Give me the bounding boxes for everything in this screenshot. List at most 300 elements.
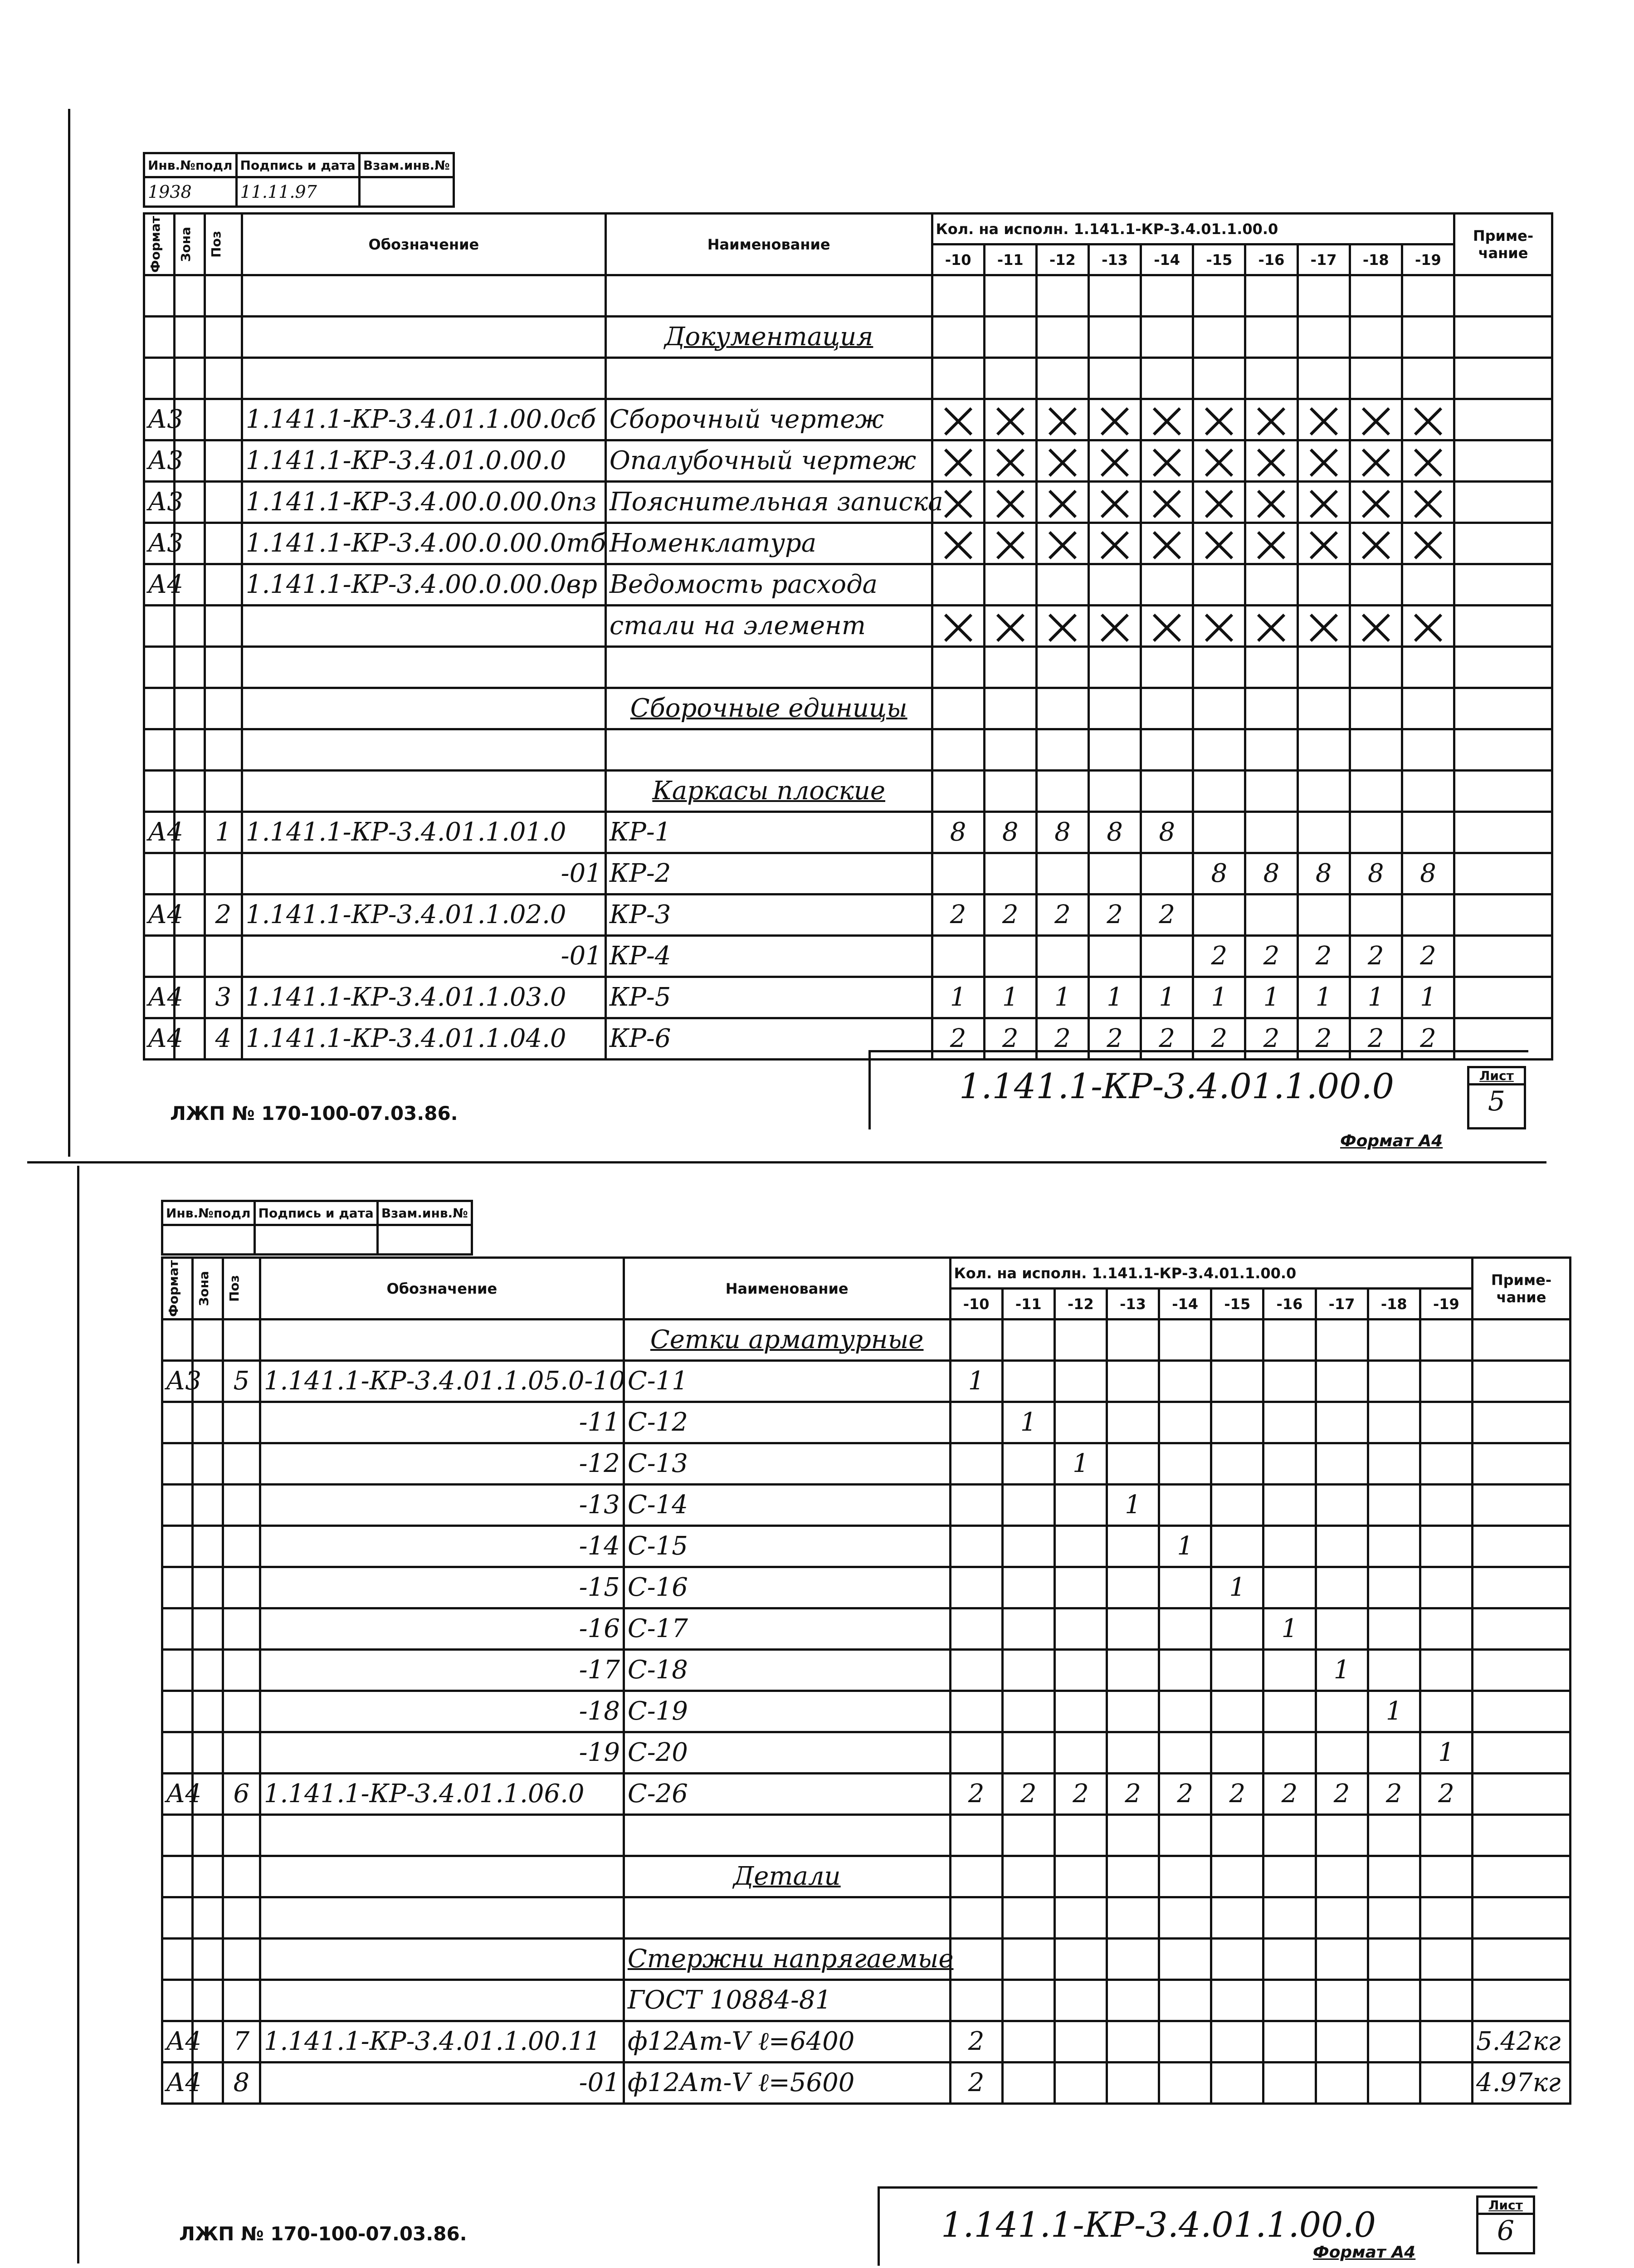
zone-cell	[174, 853, 205, 894]
header-variant: -19	[1402, 244, 1454, 275]
qty-cell	[1368, 1402, 1420, 1443]
qty-cell	[932, 771, 984, 812]
qty-cell	[932, 647, 984, 688]
pos-cell	[205, 688, 242, 729]
qty-cell	[1211, 1485, 1263, 1526]
table-row	[144, 894, 1552, 936]
pos-cell	[223, 1856, 260, 1897]
qty-cell	[1141, 482, 1193, 523]
format-cell	[144, 688, 175, 729]
zone-cell	[174, 275, 205, 317]
qty-cell	[1193, 894, 1245, 936]
format-cell: А4	[144, 564, 175, 606]
table-row	[144, 564, 1552, 606]
note-cell	[1472, 1526, 1570, 1567]
qty-cell	[1402, 812, 1454, 853]
qty-cell	[1402, 440, 1454, 482]
pos-cell	[223, 1608, 260, 1650]
qty-cell	[1350, 606, 1402, 647]
note-cell	[1472, 1361, 1570, 1402]
qty-cell	[1368, 1526, 1420, 1567]
qty-cell	[1159, 1402, 1211, 1443]
note-cell	[1454, 482, 1552, 523]
spec-table-2	[161, 1256, 1571, 2105]
qty-cell: 1	[1368, 1691, 1420, 1732]
qty-cell	[1088, 606, 1141, 647]
qty-cell	[1141, 936, 1193, 977]
qty-cell	[1107, 1897, 1159, 1939]
table-row	[144, 812, 1552, 853]
inset-value-replace	[377, 1225, 472, 1255]
sheet-1	[68, 109, 1544, 1157]
section-heading	[605, 771, 932, 812]
qty-cell	[1107, 2063, 1159, 2104]
header-note: Приме-чание	[1454, 214, 1552, 275]
table-row	[144, 358, 1552, 399]
cross-mark-icon	[1412, 529, 1444, 562]
format-cell	[144, 936, 175, 977]
qty-cell	[1159, 1650, 1211, 1691]
qty-cell	[1193, 482, 1245, 523]
designation-cell: -17	[260, 1650, 624, 1691]
section-heading-text: Каркасы плоские	[652, 776, 885, 806]
designation-cell	[242, 729, 605, 771]
qty-cell	[1002, 1897, 1054, 1939]
qty-cell	[1159, 1980, 1211, 2021]
qty-cell	[1263, 1980, 1316, 2021]
qty-cell	[1420, 1856, 1472, 1897]
cross-mark-icon	[1151, 405, 1183, 438]
pos-cell	[223, 1320, 260, 1361]
qty-cell	[1036, 771, 1088, 812]
qty-cell	[1297, 647, 1350, 688]
document-code: 1.141.1-КР-3.4.01.1.00.0	[959, 1066, 1395, 1106]
qty-cell	[1054, 1526, 1107, 1567]
qty-cell: 2	[1159, 1774, 1211, 1815]
designation-cell: -16	[260, 1608, 624, 1650]
cross-mark-icon	[1255, 488, 1288, 520]
qty-cell	[1088, 275, 1141, 317]
qty-cell	[1036, 647, 1088, 688]
inset-value-replace	[359, 177, 454, 207]
cross-mark-icon	[942, 405, 975, 438]
format-cell: А3	[144, 482, 175, 523]
qty-cell	[1088, 771, 1141, 812]
qty-cell	[1350, 771, 1402, 812]
qty-cell	[1054, 1691, 1107, 1732]
qty-cell	[1420, 2021, 1472, 2063]
qty-cell	[1088, 729, 1141, 771]
cross-mark-icon	[1255, 529, 1288, 562]
qty-cell	[1297, 606, 1350, 647]
qty-cell	[1088, 440, 1141, 482]
qty-cell	[1350, 523, 1402, 564]
pos-cell	[223, 1732, 260, 1774]
designation-cell: 1.141.1-КР-3.4.00.0.00.0тб	[242, 523, 605, 564]
name-cell: С-18	[624, 1650, 950, 1691]
pos-cell	[205, 647, 242, 688]
qty-cell	[950, 1650, 1002, 1691]
qty-cell: 1	[984, 977, 1036, 1018]
qty-cell	[1054, 1980, 1107, 2021]
qty-cell: 2	[1263, 1774, 1316, 1815]
qty-cell	[1263, 1526, 1316, 1567]
table-row	[162, 1608, 1571, 1650]
qty-cell	[984, 729, 1036, 771]
table-row	[162, 1856, 1571, 1897]
qty-cell	[1297, 812, 1350, 853]
qty-cell	[1368, 1856, 1420, 1897]
qty-cell: 1	[1002, 1402, 1054, 1443]
qty-cell	[1402, 647, 1454, 688]
note-cell	[1454, 812, 1552, 853]
cross-mark-icon	[1360, 405, 1392, 438]
qty-cell	[1002, 1815, 1054, 1856]
qty-cell	[1316, 1526, 1368, 1567]
qty-cell	[1159, 1939, 1211, 1980]
cross-mark-icon	[1098, 446, 1131, 479]
qty-cell: 2	[932, 1018, 984, 1060]
qty-cell: 8	[984, 812, 1036, 853]
inset-value-inv	[162, 1225, 255, 1255]
qty-cell	[1350, 275, 1402, 317]
qty-cell	[1002, 2021, 1054, 2063]
inset-stamp	[143, 152, 455, 208]
cross-mark-icon	[1307, 446, 1340, 479]
qty-cell	[1368, 1897, 1420, 1939]
qty-cell	[950, 1939, 1002, 1980]
table-row	[144, 317, 1552, 358]
cross-mark-icon	[1203, 488, 1235, 520]
qty-cell	[1402, 523, 1454, 564]
header-pos: Поз	[223, 1258, 260, 1320]
qty-cell	[1036, 936, 1088, 977]
qty-cell	[1211, 1980, 1263, 2021]
qty-cell	[932, 688, 984, 729]
header-format: Формат	[144, 214, 175, 275]
zone-cell	[192, 1856, 223, 1897]
qty-cell	[1211, 1361, 1263, 1402]
designation-cell: 1.141.1-КР-3.4.00.0.00.0вр	[242, 564, 605, 606]
qty-cell	[1316, 1732, 1368, 1774]
qty-cell: 1	[1420, 1732, 1472, 1774]
header-designation: Обозначение	[260, 1258, 624, 1320]
zone-cell	[192, 1691, 223, 1732]
qty-cell	[1088, 482, 1141, 523]
qty-cell	[1088, 399, 1141, 440]
note-cell	[1472, 1691, 1570, 1732]
qty-cell	[1054, 1939, 1107, 1980]
table-row	[162, 2063, 1571, 2104]
qty-cell	[1141, 358, 1193, 399]
format-cell	[162, 1980, 193, 2021]
qty-cell	[1141, 317, 1193, 358]
qty-cell: 2	[1193, 1018, 1245, 1060]
pos-cell	[223, 1526, 260, 1567]
qty-cell	[950, 1856, 1002, 1897]
zone-cell	[192, 1650, 223, 1691]
header-designation: Обозначение	[242, 214, 605, 275]
format-cell	[144, 771, 175, 812]
qty-cell	[1402, 894, 1454, 936]
qty-cell	[1263, 1443, 1316, 1485]
table-row	[144, 482, 1552, 523]
table-row	[162, 1402, 1571, 1443]
header-zone: Зона	[192, 1258, 223, 1320]
pos-cell: 7	[223, 2021, 260, 2063]
name-cell: ф12Ат-V ℓ=5600	[624, 2063, 950, 2104]
qty-cell	[1263, 1650, 1316, 1691]
header-variant: -17	[1316, 1289, 1368, 1320]
format-cell	[162, 1897, 193, 1939]
qty-cell	[1263, 1815, 1316, 1856]
qty-cell	[984, 317, 1036, 358]
qty-cell	[1193, 812, 1245, 853]
format-cell	[162, 1567, 193, 1608]
header-variant: -13	[1107, 1289, 1159, 1320]
qty-cell	[1141, 606, 1193, 647]
section-heading-text: Документация	[664, 322, 873, 352]
name-cell: Опалубочный чертеж	[605, 440, 932, 482]
qty-cell	[984, 523, 1036, 564]
qty-cell	[1193, 564, 1245, 606]
name-cell	[605, 647, 932, 688]
pos-cell	[223, 1980, 260, 2021]
sheet-label: Лист	[1478, 2198, 1533, 2215]
qty-cell: 2	[950, 2021, 1002, 2063]
qty-cell	[1211, 1897, 1263, 1939]
qty-cell	[1211, 1815, 1263, 1856]
qty-cell	[950, 1897, 1002, 1939]
pos-cell	[205, 275, 242, 317]
designation-cell: -18	[260, 1691, 624, 1732]
format-cell	[144, 317, 175, 358]
qty-cell: 2	[1107, 1774, 1159, 1815]
qty-cell: 2	[1402, 936, 1454, 977]
qty-cell: 1	[1263, 1608, 1316, 1650]
note-cell	[1454, 523, 1552, 564]
qty-cell	[1141, 564, 1193, 606]
qty-cell: 2	[950, 1774, 1002, 1815]
cross-mark-icon	[994, 529, 1027, 562]
qty-cell	[1350, 894, 1402, 936]
qty-cell	[1159, 1732, 1211, 1774]
qty-cell	[1141, 647, 1193, 688]
qty-cell: 2	[1088, 1018, 1141, 1060]
qty-cell	[1036, 399, 1088, 440]
zone-cell	[192, 1897, 223, 1939]
qty-cell	[932, 399, 984, 440]
zone-cell	[174, 771, 205, 812]
qty-cell: 2	[1036, 894, 1088, 936]
qty-cell: 2	[1350, 1018, 1402, 1060]
qty-cell	[1350, 317, 1402, 358]
qty-cell	[1159, 1691, 1211, 1732]
qty-cell: 2	[1088, 894, 1141, 936]
cross-mark-icon	[1307, 611, 1340, 644]
qty-cell	[1263, 2063, 1316, 2104]
qty-cell	[1368, 1320, 1420, 1361]
name-cell: КР-2	[605, 853, 932, 894]
qty-cell	[1368, 1939, 1420, 1980]
name-cell: С-12	[624, 1402, 950, 1443]
qty-cell	[1211, 1443, 1263, 1485]
table-row	[144, 977, 1552, 1018]
qty-cell	[1211, 2063, 1263, 2104]
qty-cell	[1368, 1567, 1420, 1608]
qty-cell	[1054, 1485, 1107, 1526]
qty-cell	[1245, 771, 1297, 812]
qty-cell	[1036, 688, 1088, 729]
qty-cell	[1350, 647, 1402, 688]
qty-cell: 1	[1245, 977, 1297, 1018]
qty-cell	[1368, 1485, 1420, 1526]
cross-mark-icon	[1151, 446, 1183, 479]
qty-cell	[1316, 1608, 1368, 1650]
qty-cell	[1002, 1939, 1054, 1980]
spec-table-1	[143, 212, 1553, 1061]
pos-cell	[223, 1650, 260, 1691]
name-cell	[605, 729, 932, 771]
qty-cell	[1316, 1815, 1368, 1856]
designation-cell: 1.141.1-КР-3.4.01.1.00.11	[260, 2021, 624, 2063]
name-cell: стали на элемент	[605, 606, 932, 647]
zone-cell	[174, 647, 205, 688]
qty-cell	[1420, 1650, 1472, 1691]
designation-cell: 1.141.1-КР-3.4.01.1.00.0сб	[242, 399, 605, 440]
cross-mark-icon	[1046, 611, 1079, 644]
qty-cell	[1402, 358, 1454, 399]
designation-cell: 1.141.1-КР-3.4.01.1.02.0	[242, 894, 605, 936]
qty-cell	[1088, 688, 1141, 729]
qty-cell	[932, 317, 984, 358]
format-cell	[162, 1320, 193, 1361]
qty-cell: 2	[1002, 1774, 1054, 1815]
qty-cell: 1	[1402, 977, 1454, 1018]
qty-cell	[1036, 440, 1088, 482]
header-zone: Зона	[174, 214, 205, 275]
qty-cell	[1263, 1485, 1316, 1526]
qty-cell	[1350, 399, 1402, 440]
qty-cell: 8	[1036, 812, 1088, 853]
cross-mark-icon	[1412, 611, 1444, 644]
qty-cell	[1368, 2021, 1420, 2063]
table-row	[144, 275, 1552, 317]
pos-cell: 5	[223, 1361, 260, 1402]
qty-cell	[1402, 688, 1454, 729]
qty-cell	[932, 358, 984, 399]
format-label: Формат А4	[1313, 2243, 1416, 2262]
qty-cell	[1350, 729, 1402, 771]
zone-cell	[192, 1980, 223, 2021]
qty-cell: 2	[1297, 936, 1350, 977]
qty-cell	[950, 1526, 1002, 1567]
table-row	[162, 1980, 1571, 2021]
header-variant: -16	[1245, 244, 1297, 275]
qty-cell	[1420, 1567, 1472, 1608]
designation-cell	[242, 688, 605, 729]
qty-cell: 1	[932, 977, 984, 1018]
qty-cell	[1245, 606, 1297, 647]
qty-cell: 8	[1245, 853, 1297, 894]
qty-cell: 1	[1159, 1526, 1211, 1567]
qty-cell	[1263, 1856, 1316, 1897]
sheet-number: 5	[1488, 1085, 1506, 1117]
qty-cell	[1054, 2021, 1107, 2063]
table-row	[162, 1939, 1571, 1980]
pos-cell	[223, 1939, 260, 1980]
qty-cell	[1402, 729, 1454, 771]
qty-cell	[1036, 358, 1088, 399]
header-variant: -14	[1141, 244, 1193, 275]
inset-header-sign: Подпись и дата	[254, 1201, 377, 1225]
cross-mark-icon	[1046, 529, 1079, 562]
qty-cell	[1263, 1320, 1316, 1361]
qty-cell	[932, 440, 984, 482]
qty-cell	[1245, 440, 1297, 482]
qty-cell: 8	[1402, 853, 1454, 894]
qty-cell: 2	[1297, 1018, 1350, 1060]
qty-cell	[1316, 1361, 1368, 1402]
name-cell: С-16	[624, 1567, 950, 1608]
cross-mark-icon	[1412, 446, 1444, 479]
qty-cell	[1107, 1443, 1159, 1485]
table-row	[162, 1691, 1571, 1732]
designation-cell: -15	[260, 1567, 624, 1608]
qty-cell: 2	[1316, 1774, 1368, 1815]
qty-cell: 2	[950, 2063, 1002, 2104]
qty-cell	[1297, 729, 1350, 771]
qty-cell	[932, 275, 984, 317]
cross-mark-icon	[1360, 529, 1392, 562]
zone-cell	[192, 1402, 223, 1443]
cross-mark-icon	[1098, 529, 1131, 562]
qty-cell	[1402, 482, 1454, 523]
cross-mark-icon	[1255, 405, 1288, 438]
cross-mark-icon	[1412, 405, 1444, 438]
qty-cell	[1402, 317, 1454, 358]
name-cell: Пояснительная записка	[605, 482, 932, 523]
qty-cell	[1211, 2021, 1263, 2063]
qty-cell: 2	[1245, 936, 1297, 977]
designation-cell	[260, 1897, 624, 1939]
qty-cell	[1316, 1443, 1368, 1485]
qty-cell: 8	[932, 812, 984, 853]
cross-mark-icon	[1046, 405, 1079, 438]
qty-cell	[1159, 1443, 1211, 1485]
qty-cell	[1420, 1402, 1472, 1443]
pos-cell	[223, 1567, 260, 1608]
header-qty-title: Кол. на исполн. 1.141.1-КР-3.4.01.1.00.0	[950, 1258, 1472, 1289]
note-cell	[1454, 358, 1552, 399]
inset-header-replace: Взам.инв.№	[377, 1201, 472, 1225]
inset-header-sign: Подпись и дата	[236, 153, 359, 177]
qty-cell	[1420, 1361, 1472, 1402]
designation-cell: 1.141.1-КР-3.4.01.1.05.0-10	[260, 1361, 624, 1402]
table-row	[162, 1443, 1571, 1485]
qty-cell	[1316, 1897, 1368, 1939]
qty-cell	[1141, 729, 1193, 771]
qty-cell	[1002, 1567, 1054, 1608]
qty-cell	[1159, 1485, 1211, 1526]
qty-cell	[1107, 1650, 1159, 1691]
qty-cell: 1	[1088, 977, 1141, 1018]
table-row	[144, 688, 1552, 729]
note-cell	[1472, 1732, 1570, 1774]
designation-cell: -01	[260, 2063, 624, 2104]
pos-cell: 8	[223, 2063, 260, 2104]
qty-cell	[1002, 1691, 1054, 1732]
